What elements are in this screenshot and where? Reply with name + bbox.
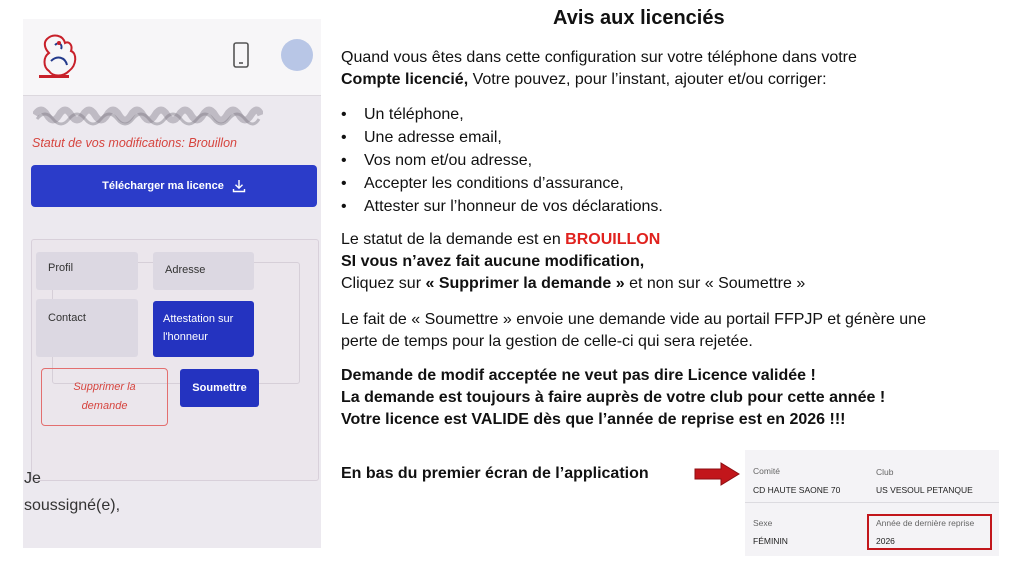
intro-line-1: Quand vous êtes dans cette configuration sur votre téléphone dans votre xyxy=(341,49,857,66)
avatar[interactable] xyxy=(281,39,313,71)
list-item: • Une adresse email, xyxy=(341,126,663,149)
status-value: BROUILLON xyxy=(565,231,661,248)
right-arrow-icon xyxy=(693,461,741,487)
important-line-2: La demande est toujours à faire auprès de votre club pour cette année ! xyxy=(341,389,886,406)
download-icon xyxy=(232,179,246,193)
comite-label: Comité xyxy=(753,466,780,476)
delete-request-button[interactable] xyxy=(41,368,168,426)
app-header xyxy=(23,19,321,96)
allowed-changes-list xyxy=(341,103,663,218)
list-item: • Accepter les conditions d’assurance, xyxy=(341,172,663,195)
sexe-value: FÉMININ xyxy=(753,536,788,546)
bottom-note: En bas du premier écran de l’application xyxy=(341,465,649,482)
important-line-3: Votre licence est VALIDE dès que l’année de reprise est en 2026 !!! xyxy=(341,411,846,428)
no-change-line: SI vous n’avez fait aucune modification, xyxy=(341,253,645,270)
download-licence-button[interactable] xyxy=(31,165,317,207)
modification-status: Statut de vos modifications: Brouillon xyxy=(32,136,237,150)
status-line xyxy=(341,229,660,250)
tab-contact[interactable]: Contact xyxy=(36,299,138,357)
click-instruction xyxy=(341,273,805,294)
smartphone-icon[interactable] xyxy=(233,42,249,68)
tab-attestation[interactable]: Attestation sur l'honneur xyxy=(153,301,254,357)
tab-adresse[interactable]: Adresse xyxy=(153,252,254,290)
click-bold: « Supprimer la demande » xyxy=(425,275,625,292)
club-value: US VESOUL PETANQUE xyxy=(876,485,973,495)
club-label: Club xyxy=(876,467,894,477)
declaration-line-2: soussigné(e), xyxy=(24,497,121,514)
click-prefix: Cliquez sur xyxy=(341,275,426,292)
declaration-line-1: Je xyxy=(24,470,41,487)
declaration-text xyxy=(24,465,120,519)
list-item: • Un téléphone, xyxy=(341,103,663,126)
comite-value: CD HAUTE SAONE 70 xyxy=(753,485,841,495)
click-suffix: et non sur « Soumettre » xyxy=(624,275,806,292)
rooster-logo-icon xyxy=(33,31,83,83)
intro-line-2 xyxy=(341,69,827,90)
tab-profil[interactable]: Profil xyxy=(36,252,138,290)
download-licence-label: Télécharger ma licence xyxy=(102,180,224,192)
status-prefix: Le statut de la demande est en xyxy=(341,231,566,248)
warning-line-2: perte de temps pour la gestion de celle-ci qui sera rejetée. xyxy=(341,333,753,350)
list-item: • Vos nom et/ou adresse, xyxy=(341,149,663,172)
important-line-1: Demande de modif acceptée ne veut pas dire Licence validée ! xyxy=(341,367,816,384)
intro-bold: Compte licencié, xyxy=(341,71,469,88)
delete-request-label: Supprimer la demande xyxy=(73,381,136,412)
sexe-label: Sexe xyxy=(753,518,773,528)
list-item: • Attester sur l’honneur de vos déclarations. xyxy=(341,195,663,218)
page-title: Avis aux licenciés xyxy=(553,7,725,29)
blurred-name-scribble xyxy=(33,103,263,127)
submit-button[interactable]: Soumettre xyxy=(180,369,259,407)
reprise-value: 2026 xyxy=(876,536,895,546)
divider xyxy=(745,502,999,503)
warning-line-1: Le fait de « Soumettre » envoie une demande vide au portail FFPJP et génère une xyxy=(341,311,926,328)
reprise-highlight-box xyxy=(867,514,992,550)
reprise-label: Année de dernière reprise xyxy=(876,518,975,528)
intro-rest: Votre pouvez, pour l’instant, ajouter et/ou corriger: xyxy=(468,71,827,88)
